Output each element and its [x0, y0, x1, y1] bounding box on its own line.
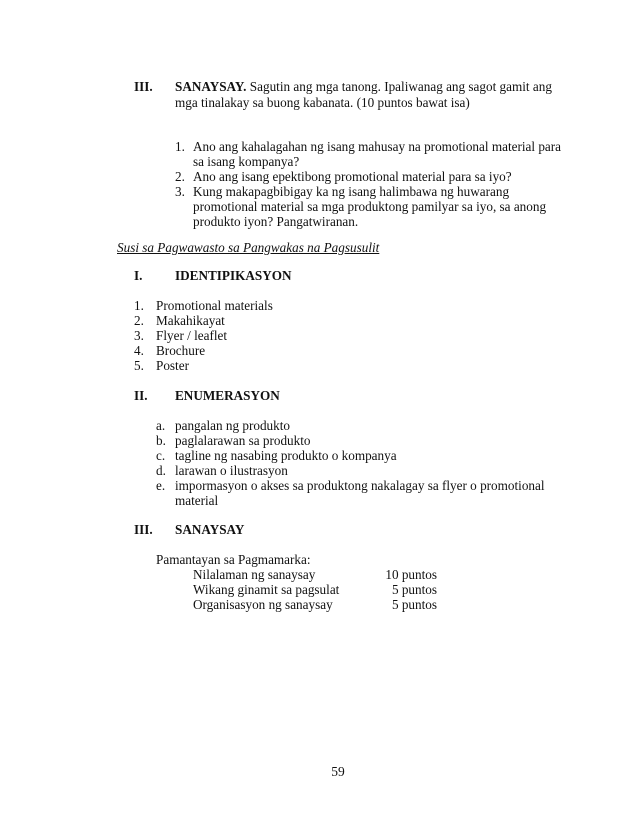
- section3-instruction-line1: [175, 79, 552, 95]
- question-text: Ano ang isang epektibong promotional material para sa iyo?: [193, 169, 512, 184]
- list-item: Promotional materials: [156, 298, 273, 313]
- list-item: paglalarawan sa produkto: [175, 433, 311, 448]
- rubric-criterion: Wikang ginamit sa pagsulat: [193, 582, 340, 597]
- part1-numeral: I.: [134, 268, 143, 283]
- section3-instruction-line2: mga tinalakay sa buong kabanata. (10 puntos bawat isa): [175, 95, 470, 110]
- list-item-number: 4.: [134, 343, 144, 358]
- question-number: 2.: [175, 169, 185, 184]
- part2-numeral: II.: [134, 388, 148, 403]
- rubric-title: Pamantayan sa Pagmamarka:: [156, 552, 311, 567]
- question-text: sa isang kompanya?: [193, 154, 300, 169]
- answer-key-title: Susi sa Pagwawasto sa Pangwakas na Pagsusulit: [117, 240, 380, 255]
- page-number: 59: [331, 764, 345, 779]
- list-item: impormasyon o akses sa produktong nakalagay sa flyer o promotional: [175, 478, 545, 493]
- list-item: larawan o ilustrasyon: [175, 463, 288, 478]
- list-item-letter: e.: [156, 478, 166, 493]
- part2-heading: ENUMERASYON: [175, 388, 280, 403]
- question-text: produkto iyon? Pangatwiranan.: [193, 214, 359, 229]
- rubric-criterion: Nilalaman ng sanaysay: [193, 567, 316, 582]
- list-item: Poster: [156, 358, 189, 373]
- section3-instruction-text: Sagutin ang mga tanong. Ipaliwanag ang sagot gamit ang: [246, 79, 552, 94]
- list-item-letter: b.: [156, 433, 166, 448]
- list-item-letter: c.: [156, 448, 166, 463]
- question-text: Kung makapagbibigay ka ng isang halimbawa ng huwarang: [193, 184, 510, 199]
- rubric-criterion: Organisasyon ng sanaysay: [193, 597, 333, 612]
- list-item: Brochure: [156, 343, 206, 358]
- list-item-number: 5.: [134, 358, 144, 373]
- part3-heading: SANAYSAY: [175, 522, 245, 537]
- rubric-points: 5 puntos: [391, 597, 437, 612]
- list-item-number: 2.: [134, 313, 144, 328]
- list-item-number: 3.: [134, 328, 144, 343]
- section3-heading: SANAYSAY.: [175, 79, 247, 94]
- rubric-points: 5 puntos: [391, 582, 437, 597]
- question-text: promotional material sa mga produktong pamilyar sa iyo, sa anong: [193, 199, 547, 214]
- list-item-letter: a.: [156, 418, 166, 433]
- question-text: Ano ang kahalagahan ng isang mahusay na promotional material para: [193, 139, 562, 154]
- list-item-number: 1.: [134, 298, 144, 313]
- list-item: material: [175, 493, 219, 508]
- list-item: Makahikayat: [156, 313, 225, 328]
- list-item: Flyer / leaflet: [156, 328, 228, 343]
- part1-heading: IDENTIPIKASYON: [175, 268, 292, 283]
- part3-numeral: III.: [134, 522, 153, 537]
- question-number: 1.: [175, 139, 185, 154]
- list-item: pangalan ng produkto: [175, 418, 290, 433]
- section3-numeral: III.: [134, 79, 153, 94]
- list-item-letter: d.: [156, 463, 166, 478]
- question-number: 3.: [175, 184, 185, 199]
- list-item: tagline ng nasabing produkto o kompanya: [175, 448, 397, 463]
- rubric-points: 10 puntos: [385, 567, 437, 582]
